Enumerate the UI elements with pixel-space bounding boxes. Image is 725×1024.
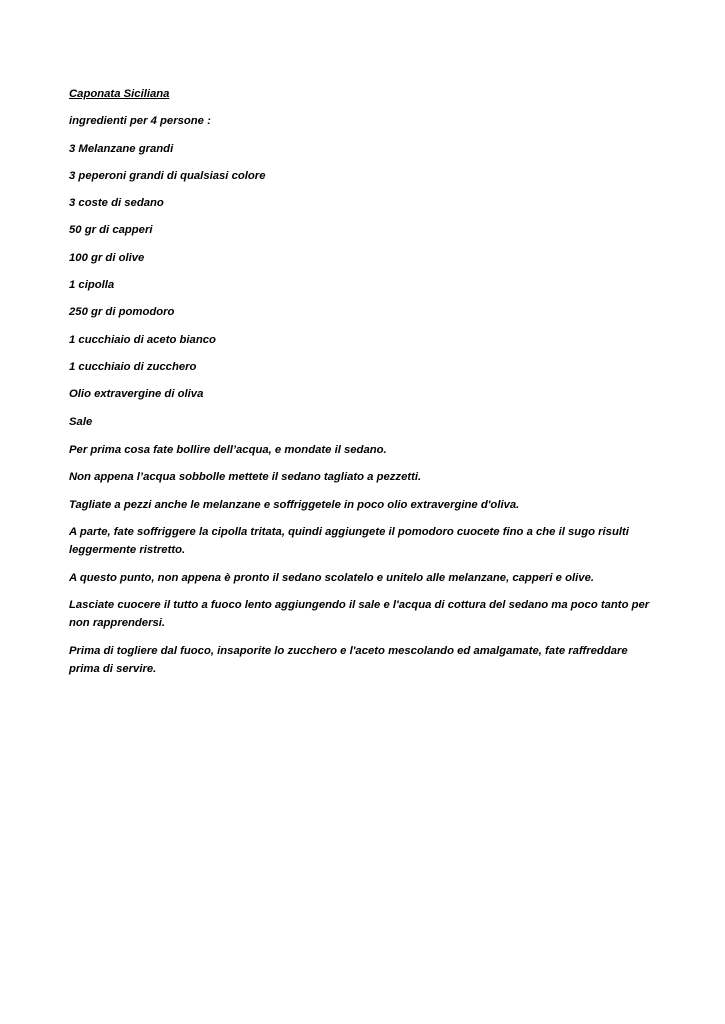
instruction-step: Lasciate cuocere il tutto a fuoco lento aggiungendo il sale e l'acqua di cottura del sedano ma poco tanto per non rapprendersi.	[69, 599, 650, 630]
ingredient-item: 3 coste di sedano	[69, 197, 164, 210]
ingredient-item: 50 gr di capperi	[69, 224, 153, 237]
instruction-steps	[69, 441, 659, 678]
ingredient-item: 3 peperoni grandi di qualsiasi colore	[69, 169, 266, 182]
ingredient-item: Olio extravergine di oliva	[69, 388, 204, 401]
recipe-title: Caponata Siciliana	[69, 88, 170, 100]
instruction-step: Tagliate a pezzi anche le melanzane e soffriggetele in poco olio extravergine d'oliva.	[69, 498, 520, 511]
instruction-step: Non appena l’acqua sobbolle mettete il sedano tagliato a pezzetti.	[69, 471, 422, 484]
instruction-step: Prima di togliere dal fuoco, insaporite lo zucchero e l'aceto mescolando ed amalgamate, fate raffreddare prima di servire.	[69, 644, 628, 675]
ingredient-item: 100 gr di olive	[69, 251, 145, 264]
instruction-step: A parte, fate soffriggere la cipolla tritata, quindi aggiungete il pomodoro cuocete fino a che il sugo risulti leggermente ristretto.	[69, 526, 629, 557]
ingredient-item: 1 cucchiaio di aceto bianco	[69, 333, 216, 346]
ingredient-list	[69, 141, 659, 441]
ingredient-item: Sale	[69, 415, 93, 428]
ingredient-item: 1 cipolla	[69, 279, 115, 292]
instruction-step: A questo punto, non appena è pronto il sedano scolatelo e unitelo alle melanzane, capperi e olive.	[69, 571, 594, 584]
ingredient-item: 1 cucchiaio di zucchero	[69, 360, 197, 373]
recipe-document	[69, 86, 659, 687]
ingredient-item: 250 gr di pomodoro	[69, 306, 175, 319]
serving-line: ingredienti per 4 persone :	[69, 115, 211, 128]
ingredient-item: 3 Melanzane grandi	[69, 142, 174, 155]
instruction-step: Per prima cosa fate bollire dell’acqua, e mondate il sedano.	[69, 443, 387, 456]
